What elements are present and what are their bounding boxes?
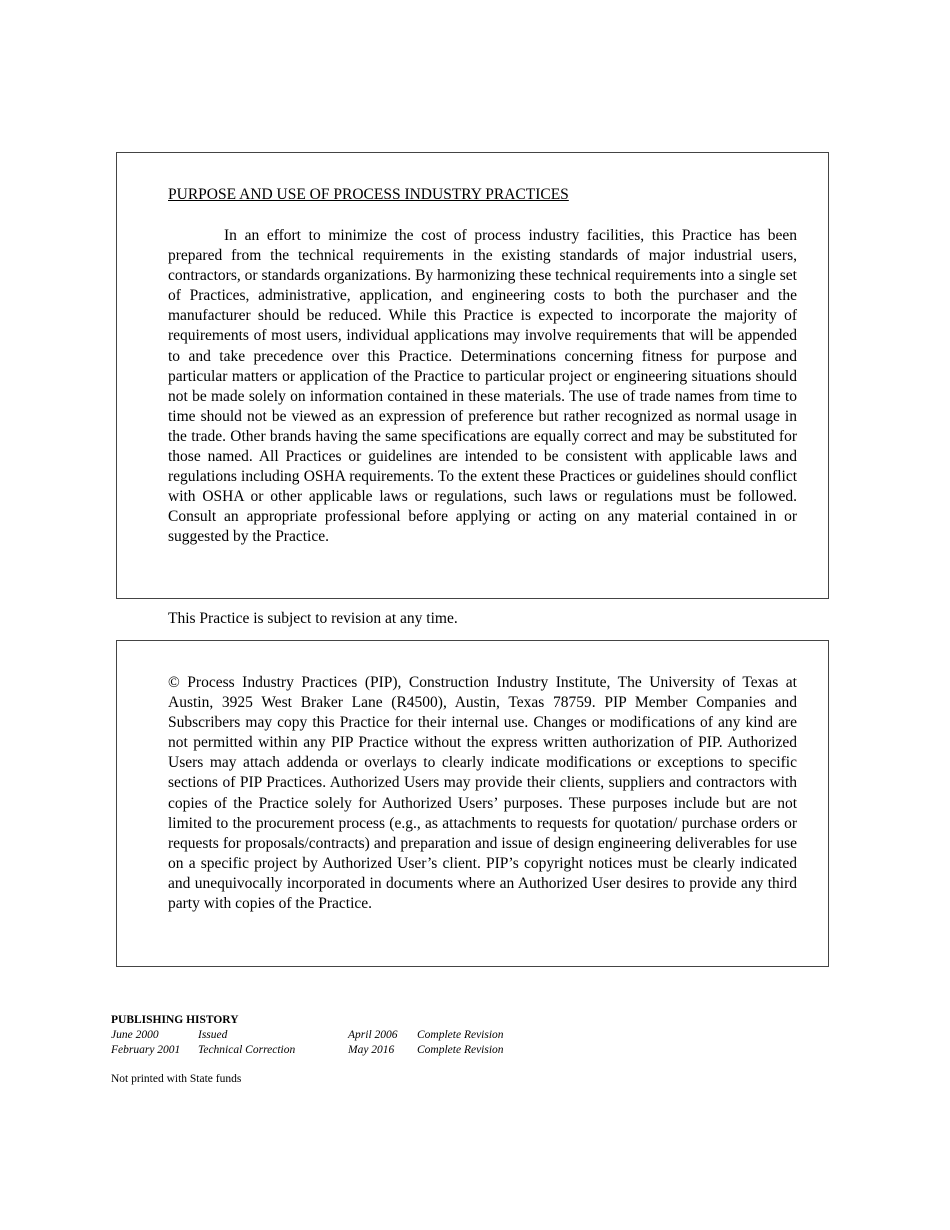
publishing-history-title: PUBLISHING HISTORY — [111, 1014, 239, 1026]
copyright-box — [116, 640, 829, 967]
purpose-paragraph: In an effort to minimize the cost of process industry facilities, this Practice has been prepared from the technical requirements in the existing standards of major industrial users, contractors, or standards organizations. By harmonizing these technical requirements into a single set of Practices, administrative, application, and engineering costs to both the purchaser and the manufacturer should be reduced. While this Practice is expected to incorporate the majority of requirements of most users, individual applications may involve requirements that will be appended to and take precedence over this Practice. Determinations concerning fitness for purpose and particular matters or application of the Practice to particular project or engineering situations should not be made solely on information contained in these materials. The use of trade names from time to time should not be viewed as an expression of preference but rather recognized as normal usage in the trade. Other brands having the same specifications are equally correct and may be substituted for those named. All Practices or guidelines are intended to be consistent with applicable laws and regulations including OSHA requirements. To the extent these Practices or guidelines should conflict with OSHA or other applicable laws or regulations, such laws or regulations must be followed. Consult an appropriate professional before applying or acting on any material contained in or suggested by the Practice. — [168, 227, 797, 546]
footer-note: Not printed with State funds — [111, 1073, 242, 1085]
history-event: Technical Correction — [198, 1044, 296, 1056]
history-date: June 2000 — [111, 1029, 159, 1041]
history-row — [111, 1028, 504, 1043]
purpose-box — [116, 152, 829, 599]
publishing-history — [111, 1013, 504, 1058]
history-event: Complete Revision — [417, 1044, 504, 1056]
history-event: Issued — [198, 1029, 228, 1041]
purpose-heading: PURPOSE AND USE OF PROCESS INDUSTRY PRACTICES — [168, 186, 569, 203]
copyright-paragraph: © Process Industry Practices (PIP), Construction Industry Institute, The University of Texas at Austin, 3925 West Braker Lane (R4500), Austin, Texas 78759. PIP Member Companies and Subscribers may copy this Practice for their internal use. Changes or modifications of any kind are not permitted within any PIP Practice without the express written authorization of PIP. Authorized Users may attach addenda or overlays to clearly indicate modifications or exceptions to specific sections of PIP Practices. Authorized Users may provide their clients, suppliers and contractors with copies of the Practice solely for Authorized Users’ purposes. These purposes include but are not limited to the procurement process (e.g., as attachments to requests for quotation/ purchase orders or requests for proposals/contracts) and preparation and issue of design engineering deliverables for use on a specific project by Authorized User’s client. PIP’s copyright notices must be clearly indicated and unequivocally incorporated in documents where an Authorized User desires to provide any third party with copies of the Practice. — [168, 674, 797, 913]
history-date: May 2016 — [348, 1044, 395, 1056]
revision-note: This Practice is subject to revision at any time. — [168, 610, 458, 627]
history-date: April 2006 — [348, 1029, 398, 1041]
history-event: Complete Revision — [417, 1029, 504, 1041]
history-date: February 2001 — [111, 1044, 181, 1056]
history-row — [111, 1043, 504, 1058]
